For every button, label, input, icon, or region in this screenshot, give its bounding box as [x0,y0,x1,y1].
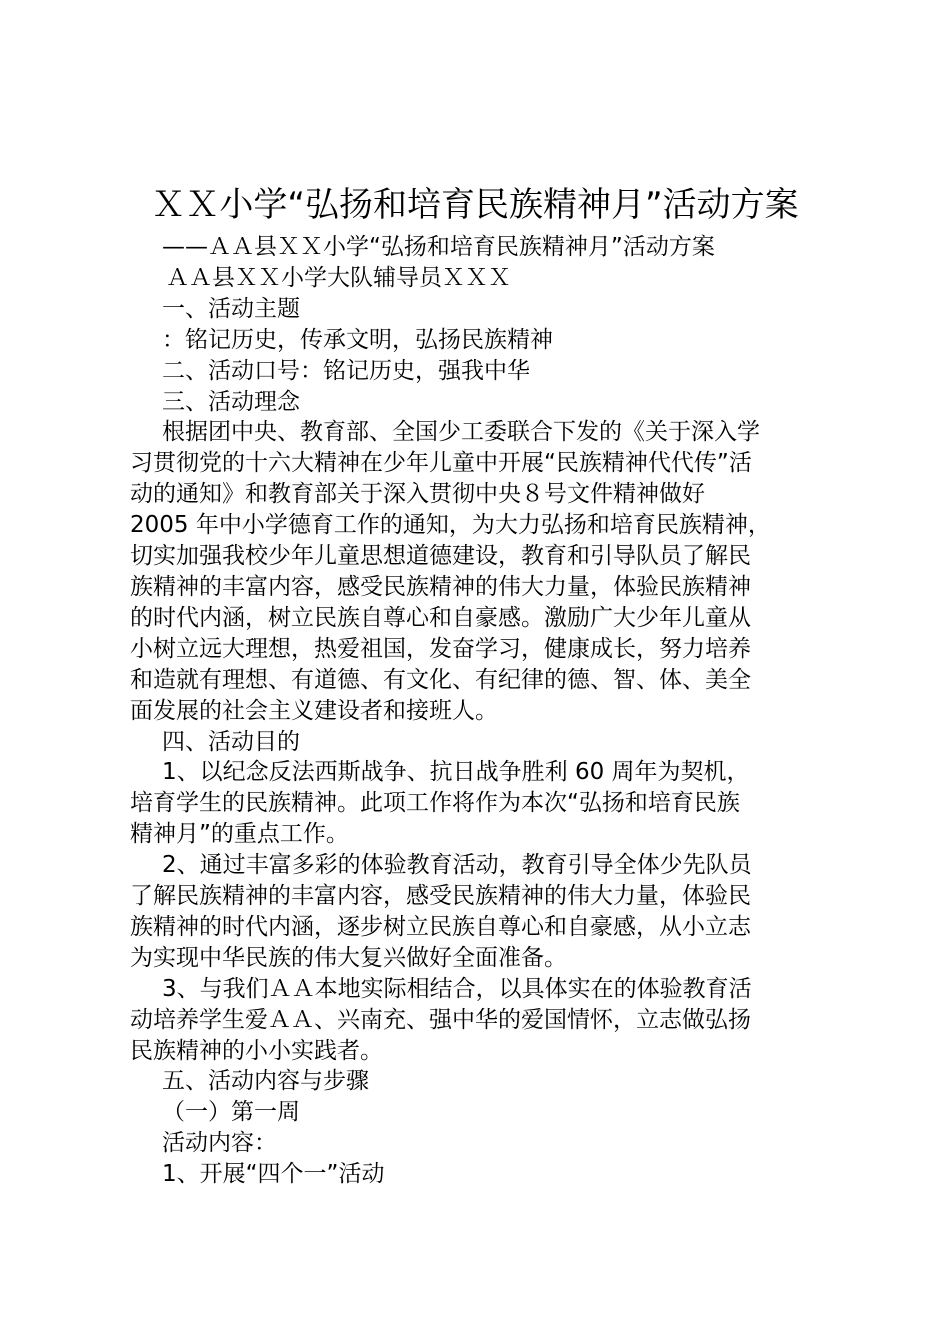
section-4-item-2-line: 2、通过丰富多彩的体验教育活动，教育引导全体少先队员 [162,852,752,879]
section-3-line: 切实加强我校少年儿童思想道德建设，教育和引导队员了解民 [130,543,751,570]
section-1-body: ：铭记历史，传承文明，弘扬民族精神 [162,326,553,353]
document-title: ＸＸ小学“弘扬和培育民族精神月”活动方案 [151,185,799,225]
week-1-item-1: 1、开展“四个一”活动 [162,1161,385,1188]
section-4-heading: 四、活动目的 [162,728,300,755]
section-3-line: 族精神的丰富内容，感受民族精神的伟大力量，体验民族精神 [130,573,751,600]
section-3-line: 动的通知》和教育部关于深入贯彻中央８号文件精神做好 [130,481,705,508]
section-4-item-1-line: 精神月”的重点工作。 [130,821,349,848]
section-3-line: 小树立远大理想，热爱祖国，发奋学习，健康成长，努力培养 [130,635,751,662]
document-body [130,232,830,1190]
section-4-item-1-line: 培育学生的民族精神。此项工作将作为本次“弘扬和培育民族 [130,790,740,817]
section-4-item-1-line: 1、以纪念反法西斯战争、抗日战争胜利 60 周年为契机， [162,759,750,786]
section-4-item-2-line: 族精神的时代内涵，逐步树立民族自尊心和自豪感，从小立志 [130,913,751,940]
week-1-content-label: 活动内容： [162,1130,277,1157]
subtitle: ——ＡＡ县ＸＸ小学“弘扬和培育民族精神月”活动方案 [162,234,715,260]
section-4-item-2-line: 为实现中华民族的伟大复兴做好全面准备。 [130,944,567,971]
section-5-heading: 五、活动内容与步骤 [162,1068,369,1095]
section-3-heading: 三、活动理念 [162,388,300,415]
section-3-line: 面发展的社会主义建设者和接班人。 [130,697,498,724]
section-3-line: 2005 年中小学德育工作的通知，为大力弘扬和培育民族精神， [130,512,771,539]
section-4-item-3-line: 动培养学生爱ＡＡ、兴南充、强中华的爱国情怀，立志做弘扬 [130,1006,751,1033]
section-3-line: 和造就有理想、有道德、有文化、有纪律的德、智、体、美全 [130,666,751,693]
week-1-heading: （一）第一周 [162,1099,300,1126]
section-1-heading: 一、活动主题 [162,295,300,322]
section-3-line: 习贯彻党的十六大精神在少年儿童中开展“民族精神代代传”活 [130,450,752,477]
section-2-heading: 二、活动口号：铭记历史，强我中华 [162,357,530,384]
section-4-item-3-line: 3、与我们ＡＡ本地实际相结合，以具体实在的体验教育活 [162,975,752,1002]
section-4-item-3-line: 民族精神的小小实践者。 [130,1037,383,1064]
section-3-line: 根据团中央、教育部、全国少工委联合下发的《关于深入学 [162,419,760,446]
section-4-item-2-line: 了解民族精神的丰富内容，感受民族精神的伟大力量，体验民 [130,883,751,910]
author-line: ＡＡ县ＸＸ小学大队辅导员ＸＸＸ [166,264,511,291]
section-3-line: 的时代内涵，树立民族自尊心和自豪感。激励广大少年儿童从 [130,604,751,631]
